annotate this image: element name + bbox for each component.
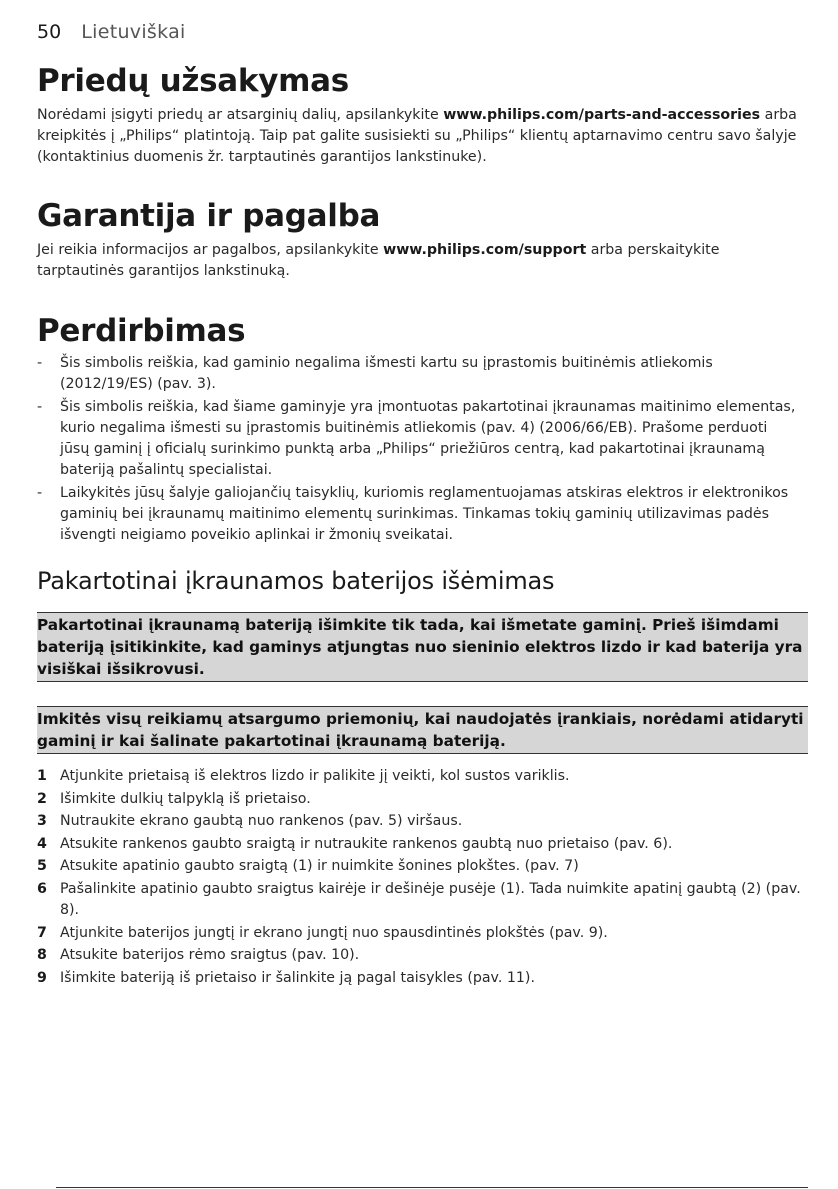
battery-steps-list: [37, 766, 807, 990]
step-number: 5: [37, 858, 47, 875]
step-number: 1: [37, 768, 47, 784]
step-text: Atsukite apatinio gaubto sraigtą (1) ir nuimkite šonines plokštes. (pav. 7): [60, 858, 579, 875]
step-text: Nutraukite ekrano gaubtą nuo rankenos (pav. 5) viršaus.: [60, 813, 463, 830]
step-text: Pašalinkite apatinio gaubto sraigtus kairėje ir dešinėje pusėje (1). Tada nuimkite apatinį gaubtą (2) (pav. 8).: [60, 880, 801, 918]
accessories-paragraph: [37, 105, 797, 168]
support-link[interactable]: www.philips.com/support: [383, 242, 587, 258]
recycling-item-text: Šis simbolis reiškia, kad gaminio negalima išmesti kartu su įprastomis buitinėmis atliekomis (2012/19/ES) (pav. 3).: [60, 355, 713, 392]
dash-icon: -: [37, 399, 43, 415]
recycling-item-text: Laikykitės jūsų šalyje galiojančių taisyklių, kuriomis reglamentuojamas atskiras elektros ir elektronikos gaminių bei įkraunamų maitinimo elementų surinkimas. Tinkamas tokių gaminių utilizavimas padės išvengti neigiamo poveikio aplinkai ir žmonių sveikatai.: [60, 485, 789, 543]
recycling-list: [37, 353, 797, 548]
step-item: [37, 834, 807, 855]
step-text: Atjunkite baterijos jungtį ir ekrano jungtį nuo spausdintinės plokštės (pav. 9).: [60, 924, 608, 941]
step-item: [37, 856, 807, 877]
footer-divider: [56, 1187, 808, 1188]
step-text: Išimkite bateriją iš prietaiso ir šalinkite ją pagal taisykles (pav. 11).: [60, 969, 535, 986]
accessories-text-2: arba kreipkitės į „Philips“ platintoją. Taip pat galite susisiekti su „Philips“ klientų aptarnavimo centru savo šalyje (kontaktinius duomenis žr. tarptautinės garantijos lankstinuke).: [37, 107, 797, 165]
step-text: Atsukite baterijos rėmo sraigtus (pav. 10).: [60, 947, 360, 964]
list-item: [37, 397, 797, 481]
step-text: Atjunkite prietaisą iš elektros lizdo ir palikite jį veikti, kol sustos variklis.: [60, 768, 570, 784]
step-number: 4: [37, 835, 47, 852]
step-number: 2: [37, 790, 47, 807]
list-item: [37, 353, 797, 395]
step-item: [37, 968, 807, 989]
guarantee-text-2: arba perskaitykite tarptautinės garantijos lankstinuką.: [37, 242, 720, 279]
recycling-title: Perdirbimas: [37, 313, 246, 349]
dash-icon: -: [37, 485, 43, 501]
step-item: [37, 945, 807, 966]
page-number: 50: [37, 21, 62, 43]
step-item: [37, 811, 807, 832]
step-number: 9: [37, 969, 47, 986]
step-number: 3: [37, 813, 47, 830]
list-item: [37, 483, 797, 546]
recycling-item-text: Šis simbolis reiškia, kad šiame gaminyje yra įmontuotas pakartotinai įkraunamas maitinimo elementas, kurio negalima išmesti su įprastomis buitinėmis atliekomis (pav. 4) (2006/66/EB). Prašome perduoti jūsų gaminį į oficialų surinkimo punktą arba „Philips“ priežiūros centrą, kad pakartotinai įkraunamą bateriją pašalintų specialistai.: [60, 399, 796, 478]
step-item: [37, 923, 807, 944]
guarantee-paragraph: [37, 240, 797, 282]
step-number: 8: [37, 947, 47, 964]
accessories-link[interactable]: www.philips.com/parts-and-accessories: [443, 107, 761, 123]
step-item: [37, 789, 807, 810]
step-number: 6: [37, 880, 47, 897]
battery-section-title: Pakartotinai įkraunamos baterijos išėmimas: [37, 567, 555, 595]
step-number: 7: [37, 924, 47, 941]
guarantee-title: Garantija ir pagalba: [37, 198, 381, 234]
accessories-text-1: Norėdami įsigyti priedų ar atsarginių dalių, apsilankykite: [37, 107, 444, 123]
warning-box: Imkitės visų reikiamų atsargumo priemonių, kai naudojatės įrankiais, norėdami atidaryti gaminį ir kai šalinate pakartotinai įkraunamą bateriją.: [37, 706, 808, 754]
dash-icon: -: [37, 355, 43, 371]
step-text: Išimkite dulkių talpyklą iš prietaiso.: [60, 790, 311, 807]
page-header: [37, 21, 186, 43]
step-item: [37, 766, 807, 787]
language-label: Lietuviškai: [81, 21, 186, 43]
accessories-title: Priedų užsakymas: [37, 63, 349, 99]
step-item: [37, 879, 807, 921]
step-text: Atsukite rankenos gaubto sraigtą ir nutraukite rankenos gaubtą nuo prietaiso (pav. 6).: [60, 835, 673, 852]
guarantee-text-1: Jei reikia informacijos ar pagalbos, apsilankykite: [37, 242, 384, 258]
warning-box: Pakartotinai įkraunamą bateriją išimkite tik tada, kai išmetate gaminį. Prieš išimdami bateriją įsitikinkite, kad gaminys atjungtas nuo sieninio elektros lizdo ir kad baterija yra visiškai išsikrovusi.: [37, 612, 808, 682]
